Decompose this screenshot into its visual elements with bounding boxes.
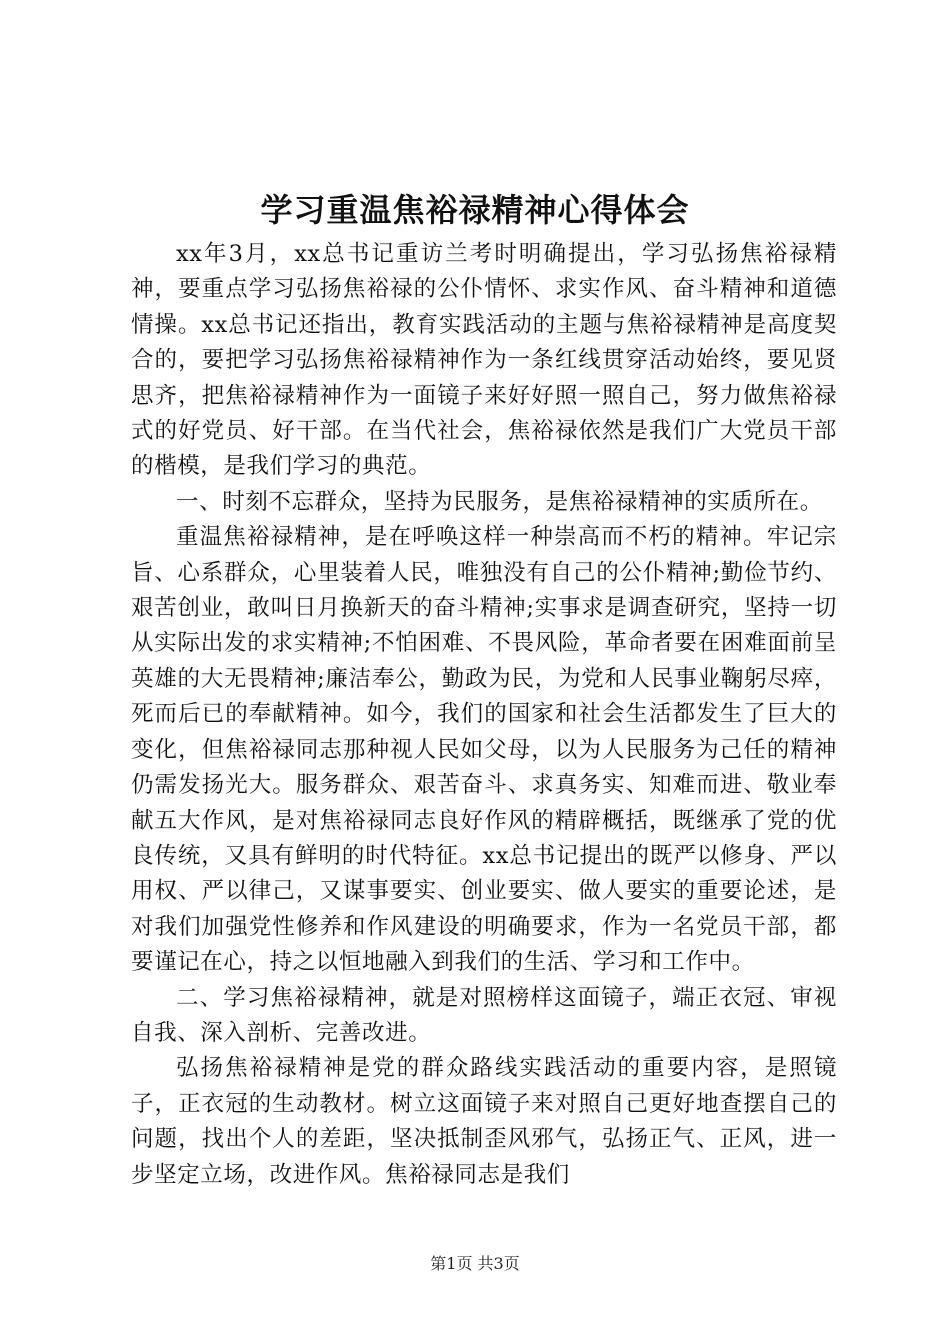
paragraph-section-one: 重温焦裕禄精神，是在呼唤这样一种崇高而不朽的精神。牢记宗旨、心系群众，心里装着人民，唯独没有自己的公仆精神;勤俭节约、艰苦创业，敢叫日月换新天的奋斗精神;实事求是调查研究，坚持一切从实际出发的求实精神;不怕困难、不畏风险，革命者要在困难面前呈英雄的大无畏精神;廉洁奉公，勤政为民，为党和人民事业鞠躬尽瘁，死而后已的奉献精神。如今，我们的国家和社会生活都发生了巨大的变化，但焦裕禄同志那种视人民如父母，以为人民服务为己任的精神仍需发扬光大。服务群众、艰苦奋斗、求真务实、知难而进、敬业奉献五大作风，是对焦裕禄同志良好作风的精辟概括，既继承了党的优良传统，又具有鲜明的时代特征。xx总书记提出的既严以修身、严以用权、严以律己，又谋事要实、创业要实、做人要实的重要论述，是对我们加强党性修养和作风建设的明确要求，作为一名党员干部，都要谨记在心，持之以恒地融入到我们的生活、学习和工作中。 <box>131 524 837 976</box>
section-heading-two: 二、学习焦裕禄精神，就是对照榜样这面镜子，端正衣冠、审视自我、深入剖析、完善改进。 <box>131 984 837 1046</box>
paragraph-section-two: 弘扬焦裕禄精神是党的群众路线实践活动的重要内容，是照镜子，正衣冠的生动教材。树立这面镜子来对照自己更好地查摆自己的问题，找出个人的差距，坚决抵制歪风邪气，弘扬正气、正风，进一步坚定立场，改进作风。焦裕禄同志是我们 <box>131 1055 837 1188</box>
document-title: 学习重温焦裕禄精神心得体会 <box>260 191 690 229</box>
page-number-footer: 第1页 共3页 <box>430 1254 520 1273</box>
paragraph-intro: xx年3月，xx总书记重访兰考时明确提出，学习弘扬焦裕禄精神，要重点学习弘扬焦裕禄的公仆情怀、求实作风、奋斗精神和道德情操。xx总书记还指出，教育实践活动的主题与焦裕禄精神是高度契合的，要把学习弘扬焦裕禄精神作为一条红线贯穿活动始终，要见贤思齐，把焦裕禄精神作为一面镜子来好好照一照自己，努力做焦裕禄式的好党员、好干部。在当代社会，焦裕禄依然是我们广大党员干部的楷模，是我们学习的典范。 <box>131 241 837 480</box>
document-body <box>131 237 837 1193</box>
section-heading-one: 一、时刻不忘群众，坚持为民服务，是焦裕禄精神的实质所在。 <box>176 488 823 515</box>
